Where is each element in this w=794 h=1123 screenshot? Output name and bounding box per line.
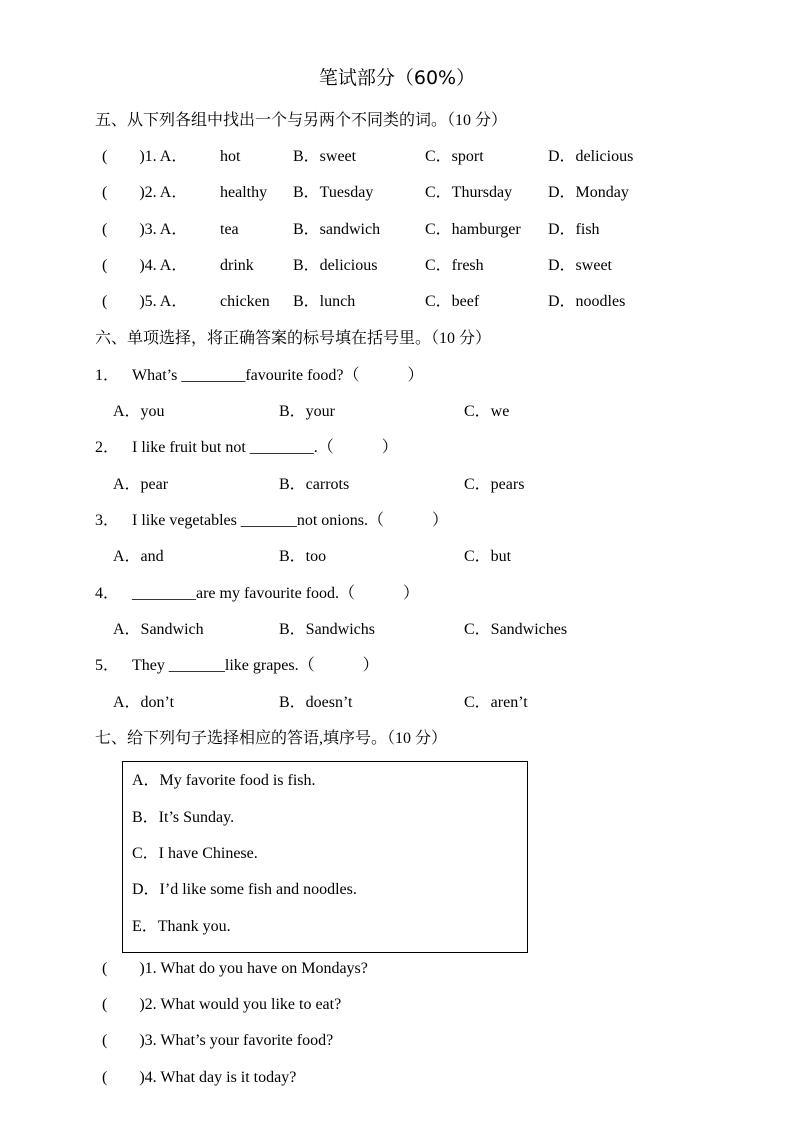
option-b: B．Tuesday (293, 184, 374, 201)
option-a: chicken (220, 293, 270, 310)
matching-question: ( )3. What’s your favorite food? (102, 1032, 334, 1049)
option-d: D．delicious (548, 148, 634, 165)
answer-option: E．Thank you. (132, 918, 231, 935)
question-number: 4． (95, 585, 120, 602)
question-text: I like vegetables _______not onions.（ ） (132, 512, 448, 529)
question-number: 3． (95, 512, 120, 529)
option-a: A．you (113, 403, 165, 420)
option-c: C．sport (425, 148, 484, 165)
question-text: ________are my favourite food.（ ） (132, 585, 420, 602)
option-b: B．sandwich (293, 221, 381, 238)
option-d: D．fish (548, 221, 600, 238)
option-d: D．sweet (548, 257, 612, 274)
option-a: A．don’t (113, 694, 175, 711)
option-a: healthy (220, 184, 268, 201)
question-number: 1． (95, 367, 120, 384)
option-a: A．Sandwich (113, 621, 204, 638)
option-a: drink (220, 257, 254, 274)
option-a: tea (220, 221, 239, 238)
question-number: ( )2. A． (102, 184, 188, 201)
option-d: D．noodles (548, 293, 626, 310)
option-b: B．Sandwichs (279, 621, 376, 638)
option-b: B．delicious (293, 257, 378, 274)
answer-option: A．My favorite food is fish. (132, 772, 316, 789)
question-text: What’s ________favourite food?（ ） (132, 367, 424, 384)
question-text: They _______like grapes.（ ） (132, 657, 379, 674)
option-a: A．and (113, 548, 164, 565)
option-c: C．beef (425, 293, 480, 310)
page-title: 笔试部分（60%） (318, 67, 476, 89)
option-b: B．doesn’t (279, 694, 353, 711)
matching-question: ( )4. What day is it today? (102, 1069, 297, 1086)
option-c: C．fresh (425, 257, 484, 274)
option-c: C．aren’t (464, 694, 528, 711)
option-b: B．sweet (293, 148, 357, 165)
option-c: C．Sandwiches (464, 621, 568, 638)
option-c: C．Thursday (425, 184, 513, 201)
option-c: C．pears (464, 476, 525, 493)
question-number: ( )3. A． (102, 221, 188, 238)
matching-question: ( )1. What do you have on Mondays? (102, 960, 368, 977)
option-c: C．hamburger (425, 221, 521, 238)
question-number: 2． (95, 439, 120, 456)
question-text: I like fruit but not ________.（ ） (132, 439, 398, 456)
option-b: B．your (279, 403, 336, 420)
option-b: B．lunch (293, 293, 356, 310)
section6-heading: 六、单项选择，将正确答案的标号填在括号里。（10 分） (95, 330, 492, 347)
option-c: C．but (464, 548, 512, 565)
option-c: C．we (464, 403, 510, 420)
option-d: D．Monday (548, 184, 629, 201)
option-b: B．carrots (279, 476, 350, 493)
question-number: ( )4. A． (102, 257, 188, 274)
option-a: A．pear (113, 476, 169, 493)
section7-heading: 七、给下列句子选择相应的答语,填序号。（10 分） (95, 730, 448, 747)
answer-option: D．I’d like some fish and noodles. (132, 881, 357, 898)
answer-option: B．It’s Sunday. (132, 809, 235, 826)
answer-option: C．I have Chinese. (132, 845, 258, 862)
option-b: B．too (279, 548, 327, 565)
question-number: ( )5. A． (102, 293, 188, 310)
question-number: ( )1. A． (102, 148, 188, 165)
option-a: hot (220, 148, 241, 165)
question-number: 5． (95, 657, 120, 674)
section5-heading: 五、从下列各组中找出一个与另两个不同类的词。（10 分） (95, 112, 508, 129)
matching-question: ( )2. What would you like to eat? (102, 996, 342, 1013)
